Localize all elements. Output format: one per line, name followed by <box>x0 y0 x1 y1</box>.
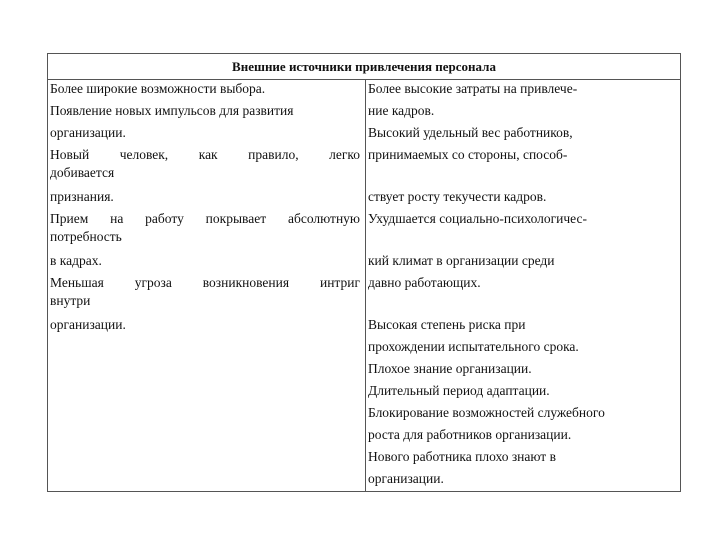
right-line: кий климат в организации среди <box>368 253 555 268</box>
right-line: Высокий удельный вес работников, <box>368 125 573 140</box>
right-line: ствует росту текучести кадров. <box>368 189 547 204</box>
right-line: Ухудшается социально-психологичес- <box>368 211 587 226</box>
right-line: давно работающих. <box>368 275 481 290</box>
right-line: роста для работников организации. <box>368 427 572 442</box>
left-line: внутри <box>50 293 91 308</box>
disadvantages-column <box>366 80 680 491</box>
left-line: Меньшая угроза возникновения интриг <box>50 275 360 290</box>
right-line: Более высокие затраты на привлече- <box>368 81 578 96</box>
left-line: признания. <box>50 189 114 204</box>
right-line: прохождении испытательного срока. <box>368 339 579 354</box>
left-line: Новый человек, как правило, легко <box>50 147 360 162</box>
right-line: принимаемых со стороны, способ- <box>368 147 568 162</box>
left-line: Появление новых импульсов для развития <box>50 103 294 118</box>
left-line: добивается <box>50 165 115 180</box>
sources-table <box>47 53 681 492</box>
right-line: ние кадров. <box>368 103 435 118</box>
left-line: Прием на работу покрывает абсолютную <box>50 211 360 226</box>
left-line: потребность <box>50 229 122 244</box>
left-line: организации. <box>50 317 126 332</box>
left-line: Более широкие возможности выбора. <box>50 81 266 96</box>
advantages-column <box>48 80 366 491</box>
right-line: Блокирование возможностей служебного <box>368 405 605 420</box>
left-line: в кадрах. <box>50 253 102 268</box>
right-line: организации. <box>368 471 444 486</box>
right-line: Высокая степень риска при <box>368 317 526 332</box>
right-line: Длительный период адаптации. <box>368 383 550 398</box>
right-line: Плохое знание организации. <box>368 361 532 376</box>
table-header: Внешние источники привлечения персонала <box>48 54 680 80</box>
right-line: Нового работника плохо знают в <box>368 449 556 464</box>
left-line: организации. <box>50 125 126 140</box>
